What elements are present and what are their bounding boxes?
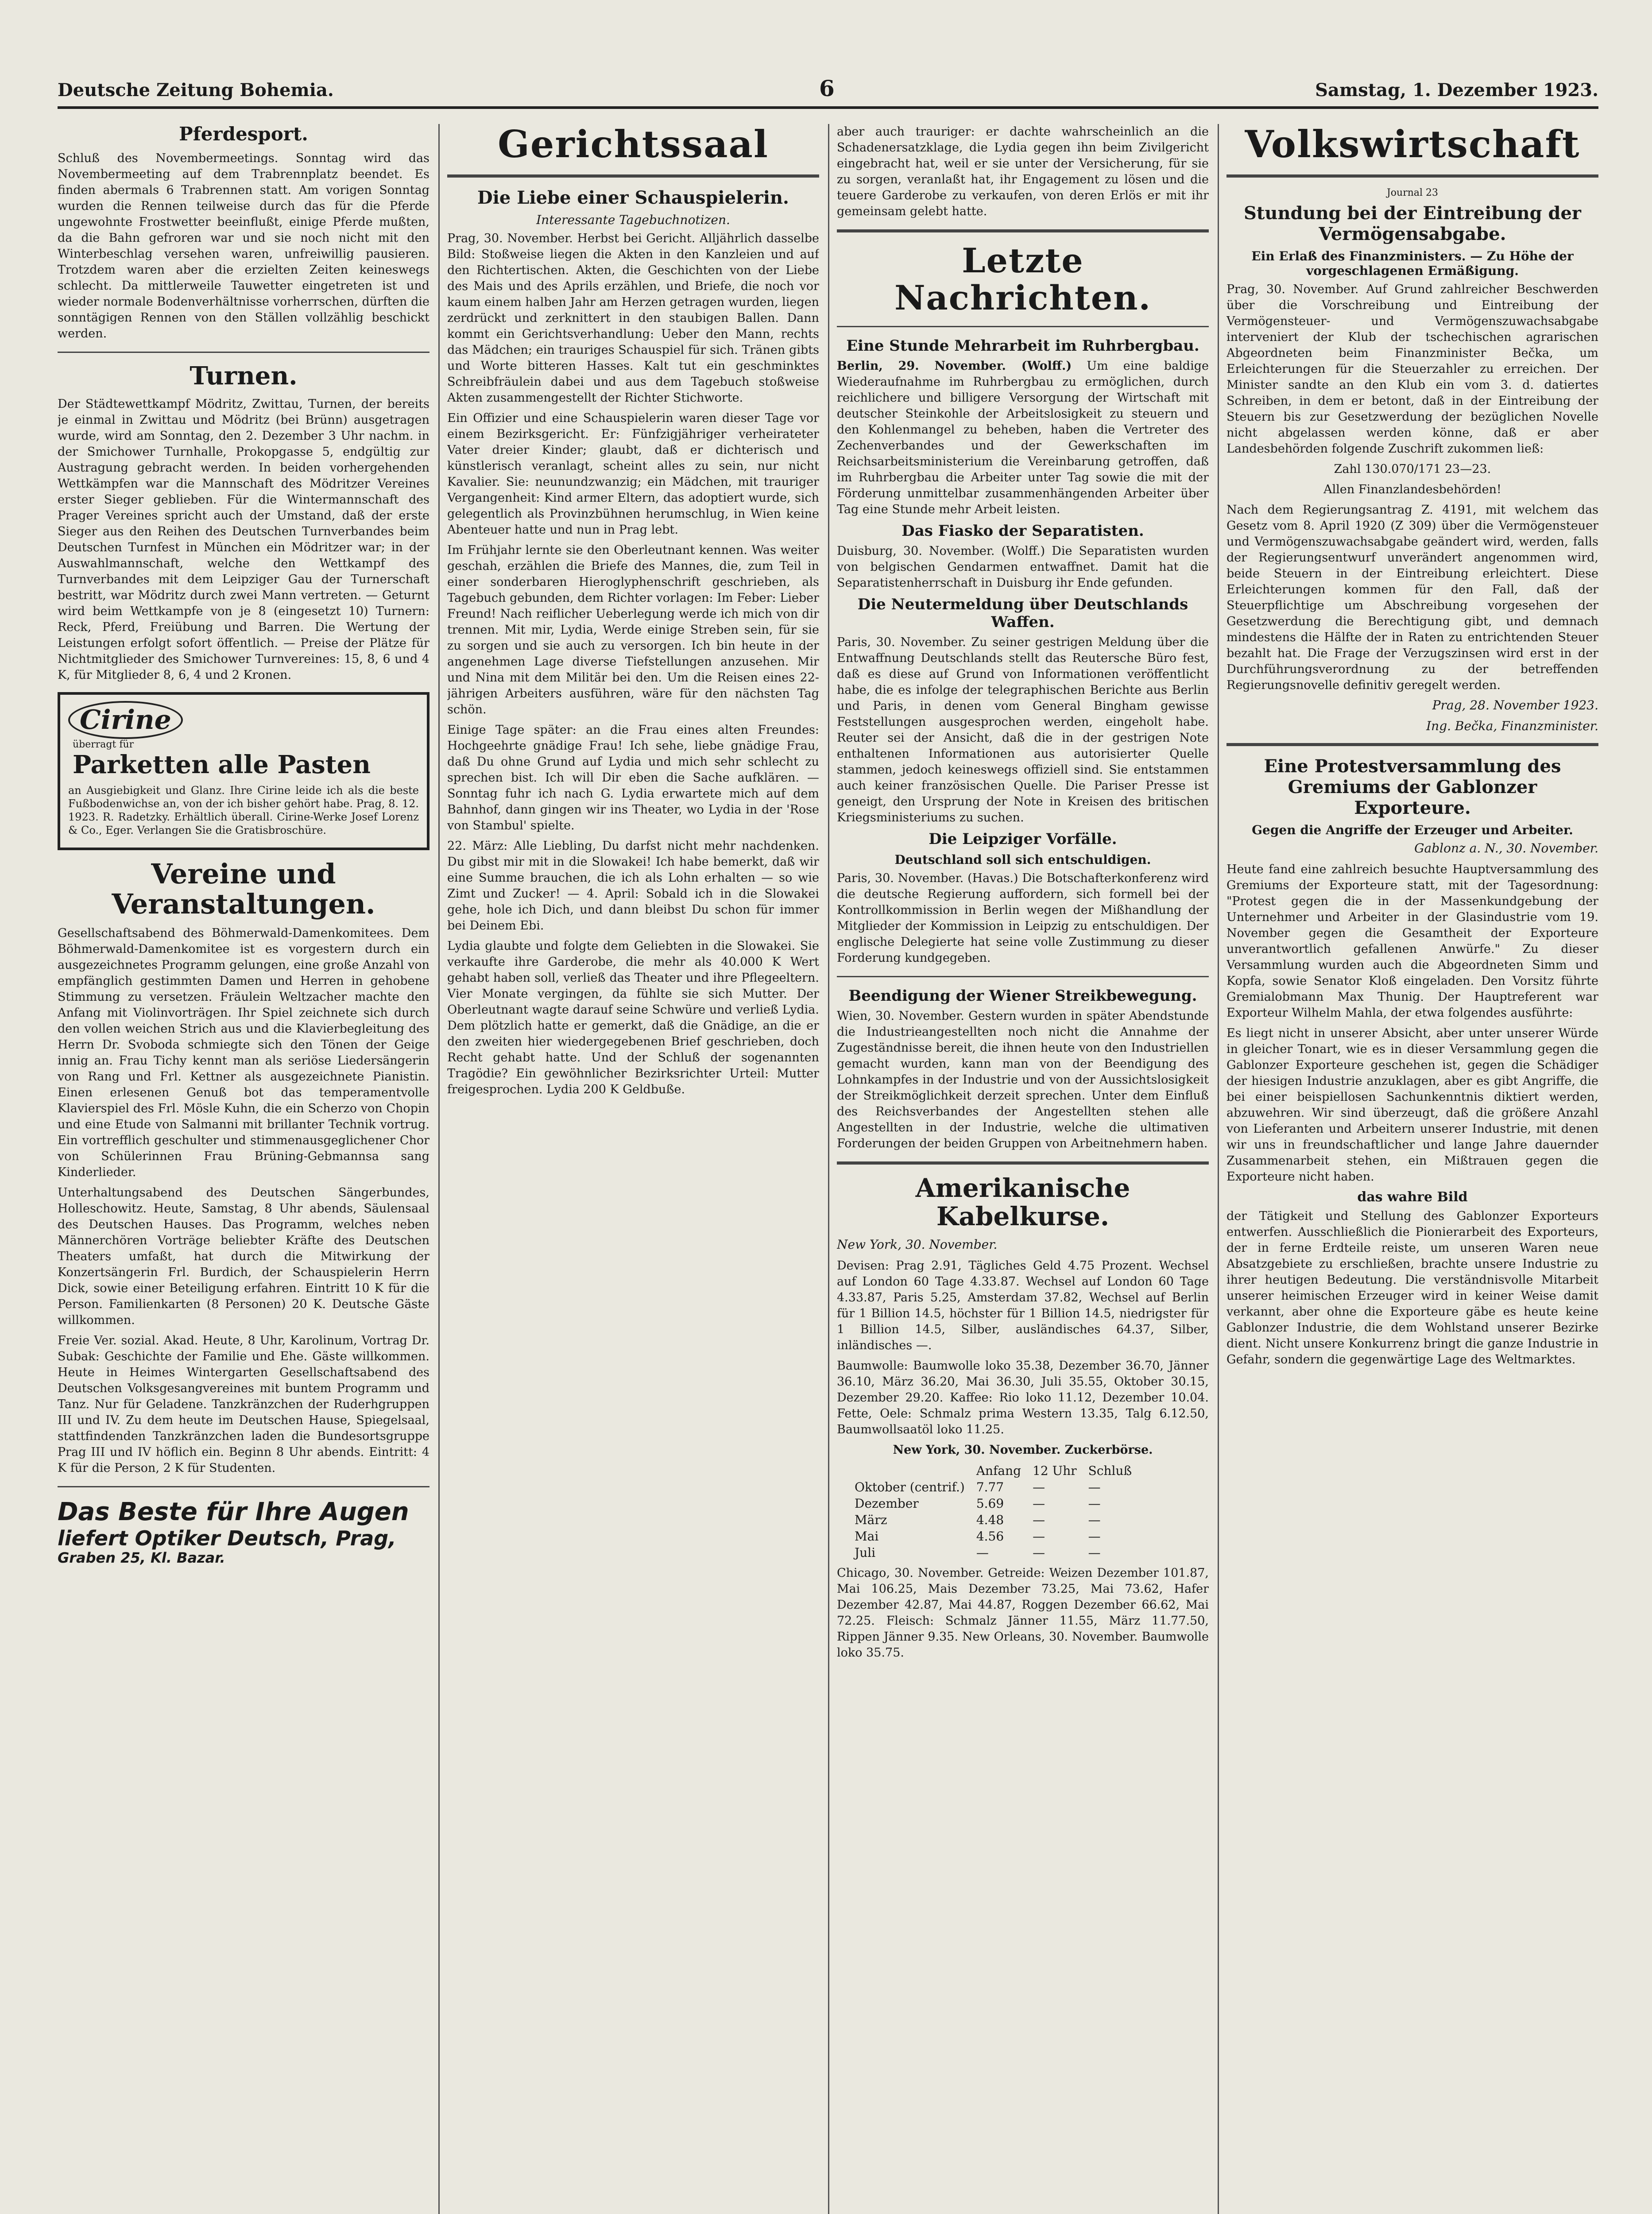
divider	[837, 326, 1209, 327]
table-row: Anfang 12 Uhr Schluß	[976, 1463, 1132, 1478]
kabel-waren: Baumwolle: Baumwolle loko 35.38, Dezember 36.70, Jänner 36.10, März 36.20, Mai 36.30, Juli 35.55, Oktober 30.15, Dezember 29.20. Kaffee: Rio loko 11.12, Dezember 10.04. Fette, Oele: Schmalz prima Western 13.35, Talg 6.12.50, Baumwollsaatöl loko 11.25.	[837, 1359, 1209, 1436]
page-number: 6	[819, 75, 835, 101]
liebe-paragraph-5: 22. März: Alle Liebling, Du darfst nicht mehr nachdenken. Du gibst mir mit in die Slowakei! Ich habe bemerkt, daß wir eine Summe brauchen, die ich als Lohn erhalten — so wie Zimt und Zucker! — 4. April: Sobald ich in die Slowakei gehe, hole ich Dich, und dann bleibst Du schon für immer bei Deinem Ebi.	[447, 839, 819, 933]
protest-dateline: Gablonz a. N., 30. November.	[1414, 841, 1598, 856]
cirine-advertisement	[58, 692, 429, 850]
column-1	[58, 124, 429, 2214]
turnen-article: Der Städtewettkampf Mödritz, Zwittau, Turnen, der bereits je einmal in Zwittau und Mödritz (bei Brünn) ausgetragen wurde, wird am Sonntag, den 2. Dezember 3 Uhr nachm. in der Smichower Turnhalle, Prokopgasse 5, endgültig zur Austragung gebracht werden. In beiden vorhergehenden Wettkämpfen war die Mannschaft des Mödritzer Vereines erster Sieger geblieben. Für die Wintermannschaft des Prager Vereines spricht auch der Umstand, daß der erste Sieger aus den Reihen des Deutschen Turnverbandes beim Deutschen Turnfest in München ein Mödritzer war; in der Auswahlmannschaft, welche den Wettkampf des Turnverbandes mit dem Leipziger Gau der Turnerschaft bestritt, war Mödritz durch zwei Mann vertreten. — Geturnt wird beim Wettkampfe von je 8 (eingesetzt 10) Turnern: Reck, Pferd, Freiübung und Barren. Die Wertung der Leistungen erfolgt sofort öffentlich. — Preise der Plätze für Nichtmitglieder des Smichower Turnvereines: 15, 8, 6 und 4 K, für Mitglieder 8, 6, 4 und 2 Kronen.	[58, 397, 429, 682]
divider	[837, 229, 1209, 232]
protest-paragraph-2: Es liegt nicht in unserer Absicht, aber unter unserer Würde in gleicher Tonart, wie es in dieser Versammlung gegen die Gablonzer Exporteure geschehen ist, gegen die Schädiger der hiesigen Industrie anzuklagen, aber es gibt Angriffe, die bei einer beispiellosen Sachunkenntnis diktiert werden, abzuwehren. Wir sind überzeugt, daß die größere Anzahl von Lieferanten und Arbeitern unserer Industrie, mit denen wir uns in freundschaftlicher und lange Jahre dauernder Zusammenarbeit stehen, ein Mißtrauen gegen die Exporteure nicht haben.	[1226, 1026, 1598, 1184]
fiasko-headline: Das Fiasko der Separatisten.	[901, 522, 1144, 540]
stundung-paragraph-2: Nach dem Regierungsantrag Z. 4191, mit welchem das Gesetz vom 8. April 1920 (Z 309) über die Vermögensteuer und Vermögenszuwachsabgabe geändert wird, werden, falls der Regierungsentwurf unverändert angenommen wird, beide Steuern in der Eintreibung erleichtert. Diese Erleichterungen kommen für den Fall, daß der Steuerpflichtige um Abschreibung vorgesehen der Gesetzwerdung die Berechtigung gibt, und demnach mindestens die Hälfte der in Raten zu entrichtenden Steuer bezahlt hat. Die Frage der Verzugszinsen wird erst in der Durchführungsverordnung zu der betreffenden Regierungsnovelle definitiv geregelt werden.	[1226, 503, 1598, 693]
liebe-paragraph-1: Prag, 30. November. Herbst bei Gericht. Alljährlich dasselbe Bild: Stoßweise liegen die Akten in den Kanzleien und auf den Richtertischen. Akten, die Geschichten von der Liebe des Mais und des Aprils erzählen, und Briefe, die noch vor kaum einem halben Jahr am Herzen getragen wurden, liegen zerdrückt und zerknittert in den staubigen Ballen. Dann kommt ein Gerichtsverhandlung: Ueber den Mann, rechts das Mädchen; ein trauriges Schauspiel für sich. Tränen gibts und Worte bitteren Hasses. Kalt tut ein geschminktes Schreibfräulein dabei und aus dem Tagebuch stoßweise Akten zusammengestellt der Richter Stichworte.	[447, 232, 819, 405]
ad-tagline: überragt für	[73, 739, 134, 750]
column-2	[447, 124, 819, 2214]
leipzig-subheadline: Deutschland soll sich entschuldigen.	[894, 852, 1151, 867]
streik-article: Wien, 30. November. Gestern wurden in später Abendstunde die Industrieangestellten noch nicht die Annahme der Zugeständnisse bereit, die ihnen heute von den Industriellen gemacht wurden, kann man von der Beendigung des Lohnkampfes in der Industrie und von der Aussichtslosigkeit der Streikmöglichkeit derzeit sprechen. Unter dem Einfluß des Reichsverbandes der Angestellten stehen alle Angestellten in der Industrie, welche die ultimativen Forderungen der beiden Gruppen von Arbeitnehmern haben.	[837, 1009, 1209, 1151]
kabel-devisen: Devisen: Prag 2.91, Tägliches Geld 4.75 Prozent. Wechsel auf London 60 Tage 4.33.87. Wechsel auf London 60 Tage 4.33.87, Paris 5.25, Amsterdam 37.82, Wechsel auf Berlin für 1 Billion 14.5, höchster für 1 Billion 14.5, niedrigster für 1 Billion 14.5, Silber, ausländisches 64.37, Silber, inländisches —.	[837, 1258, 1209, 1352]
table-row: März 4.48 — —	[855, 1512, 1101, 1527]
stundung-reference: Zahl 130.070/171 23—23.	[1334, 462, 1491, 476]
turnen-heading: Turnen.	[190, 361, 298, 391]
liebe-paragraph-3: Im Frühjahr lernte sie den Oberleutnant kennen. Was weiter geschah, erzählen die Briefe des Mannes, die, zum Teil in einer sonderbaren Hieroglyphenschrift geschrieben, als Tagebuch gebunden, dem Richter vorlagen: Im Feber: Lieber Freund! Nach reiflicher Ueberlegung werde ich mich von dir trennen. Mit mir, Lydia, Werde einige Streben sein, für sie zu sorgen und sie auch zu versorgen. Ich bin heute in der angenehmen Lage diverse Tiefstellungen anzusehen. Mir und Nina mit dem Militär bei den. Um die Reisen eines 22-jährigen Arbeiters ausführen, wäre für den nächsten Tag schön.	[447, 543, 819, 717]
protest-subheadline: Gegen die Angriffe der Erzeuger und Arbeiter.	[1252, 823, 1573, 838]
optiker-address: Graben 25, Kl. Bazar.	[58, 1549, 225, 1567]
zucker-table	[855, 1463, 1143, 1561]
vereine-article-2: Unterhaltungsabend des Deutschen Sängerbundes, Holleschowitz. Heute, Samstag, 8 Uhr abends, Säulensaal des Deutschen Hauses. Das Programm, welches neben Männerchören Vorträge beliebter Kräfte des Deutschen Theaters umfaßt, hat durch die Mitwirkung der Konzertsängerin Frl. Burdich, der Schauspielerin Herrn Dick, sowie einer Beteiligung erfahren. Eintritt 10 K für die Person. Familienkarten (8 Personen) 20 K. Deutsche Gäste willkommen.	[58, 1186, 429, 1328]
optiker-headline: Das Beste für Ihre Augen	[58, 1498, 409, 1527]
protest-paragraph-3: der Tätigkeit und Stellung des Gablonzer Exporteurs entwerfen. Ausschließlich die Pionierarbeit des Exporteurs, der in ferne Erdteile reiste, um unseren Waren neue Absatzgebiete zu erschließen, brachte unsere Industrie zu ihrer heutigen Bedeutung. Die verständnisvolle Mitarbeit unserer heimischen Erzeuger wird in keiner Weise damit verkannt, aber ohne die Exporteure gäbe es heute keine Gablonzer Industrie, die dem Wohlstand unserer Bezirke dient. Nicht unsere Konkurrenz bringt die ganze Industrie in Gefahr, sondern die gegenwärtige Lage des Weltmarktes.	[1226, 1209, 1598, 1367]
letzte-nachrichten-heading: Letzte Nachrichten.	[894, 241, 1151, 317]
masthead	[58, 66, 1598, 109]
table-row: Mai 4.56 — —	[855, 1529, 1101, 1544]
journal-number: Journal 23	[1386, 187, 1439, 199]
pferdesport-heading: Pferdesport.	[179, 124, 308, 145]
column-4	[1226, 124, 1598, 2214]
leipzig-headline: Die Leipziger Vorfälle.	[929, 830, 1117, 848]
liebe-paragraph-4: Einige Tage später: an die Frau eines alten Freundes: Hochgeehrte gnädige Frau! Ich sehe, liebe gnädige Frau, daß Du ohne Grund auf Lydia und mich sehr schlecht zu sprechen bist. Ich will Dir eben die Sache aufklären. — Sonntag fuhr ich nach G. Lydia erwartete mich auf dem Bahnhof, dann gingen wir ins Theater, wo Lydia in der 'Rose von Stambul' spielte.	[447, 723, 819, 833]
column-rule	[828, 124, 829, 2214]
protest-headline: Eine Protestversammlung des Gremiums der Gablonzer Exporteure.	[1264, 756, 1561, 819]
newspaper-name: Deutsche Zeitung Bohemia.	[58, 80, 334, 101]
liebe-headline: Die Liebe einer Schauspielerin.	[477, 187, 789, 209]
protest-subheading: das wahre Bild	[1357, 1189, 1468, 1205]
divider	[837, 976, 1209, 977]
column-rule	[438, 124, 440, 2214]
streik-headline: Beendigung der Wiener Streikbewegung.	[848, 987, 1197, 1005]
kabel-heading: Amerikanische Kabelkurse.	[915, 1173, 1130, 1231]
pferdesport-article: Schluß des Novembermeetings. Sonntag wird das Novembermeeting auf dem Trabrennplatz beendet. Es finden abermals 6 Trabrennen statt. Am vorigen Sonntag wurden die Rennen teilweise durch das für die Pferde ungewohnte Frostwetter beeinflußt, einige Pferde mußten, da die Bahn gefroren war und sie noch nicht mit den Winterbeschlag versehen waren, unfreiwillig pausieren. Trotzdem waren aber die erzielten Zeiten keineswegs schlecht. Da mittlerweile Tauwetter eingetreten ist und wieder normale Bodenverhältnisse vorherrschen, dürften die sonntägigen Rennen von den Ställen vollzählig beschickt werden.	[58, 151, 429, 341]
liebe-subheadline: Interessante Tagebuchnotizen.	[536, 213, 730, 228]
fiasko-article: Duisburg, 30. November. (Wolff.) Die Separatisten wurden von belgischen Gendarmen entwaffnet. Damit hat die Separatistenherrschaft in Duisburg ihr Ende gefunden.	[837, 544, 1209, 590]
ruhr-article: Um eine baldige Wiederaufnahme im Ruhrbergbau zu ermöglichen, durch reichlichere und billigere Versorgung der Wirtschaft mit deutscher Steinkohle der Arbeitslosigkeit zu steuern und den Kohlenmangel zu beheben, haben die Vertreter des Zechenverbandes und der Gewerkschaften im Reichsarbeitsministerium die Vereinbarung getroffen, daß im Ruhrbergbau die Arbeiter unter Tag sowie die mit der Förderung unmittelbar zusammenhängenden Arbeiter über Tag eine Stunde mehr Arbeit leisten.	[837, 359, 1209, 517]
chicago-market: Chicago, 30. November. Getreide: Weizen Dezember 101.87, Mai 106.25, Mais Dezember 73.25, Mai 73.62, Hafer Dezember 42.87, Mai 44.87, Roggen Dezember 66.62, Mai 72.25. Fleisch: Schmalz Jänner 11.55, März 11.77.50, Rippen Jänner 9.35. New Orleans, 30. November. Baumwolle loko 35.75.	[837, 1566, 1209, 1660]
kabel-dateline: New York, 30. November.	[837, 1237, 998, 1252]
newspaper-page	[58, 66, 1598, 2214]
ruhr-headline: Eine Stunde Mehrarbeit im Ruhrbergbau.	[846, 337, 1199, 355]
liebe-paragraph-6: Lydia glaubte und folgte dem Geliebten in die Slowakei. Sie verkaufte ihre Garderobe, die mehr als 40.000 K Wert gehabt haben soll, verließ das Theater und ihre Pflegeeltern. Vier Monate vergingen, da fühlte sie sich Mutter. Der Oberleutnant wagte darauf seine Schwüre und verließ Lydia. Dem plötzlich hatte er gemerkt, daß die Gnädige, an die er den zweiten hier wiedergegebenen Brief geschrieben, doch Recht gehabt hatte. Und der Schluß der sogenannten Tragödie? Ein gewöhnlicher Bezirksrichter Urteil: Mutter freigesprochen. Lydia 200 K Geldbuße.	[447, 939, 819, 1097]
cirine-logo: Cirine	[68, 701, 183, 739]
ruhr-dateline: Berlin, 29. November. (Wolff.)	[837, 359, 1072, 373]
optiker-name: liefert Optiker Deutsch, Prag,	[58, 1526, 396, 1550]
volkswirtschaft-heading: Volkswirtschaft	[1245, 124, 1580, 166]
divider	[58, 352, 429, 353]
ad-headline: Parketten alle Pasten	[73, 750, 371, 779]
divider	[837, 1161, 1209, 1165]
divider	[1226, 743, 1598, 746]
liebe-continuation: aber auch trauriger: er dachte wahrscheinlich an die Schadenersatzklage, die Lydia gegen ihn beim Zivilgericht eingebracht hat, weil er sie unter der Versicherung, für sie zu sorgen, veranlaßt hat, ihr Engagement zu lösen und die teuere Garderobe zu verkaufen, von deren Erlös er mit ihr gemeinsam gelebt hatte.	[837, 125, 1209, 218]
vereine-heading: Vereine und Veranstaltungen.	[112, 857, 375, 920]
stundung-signature: Ing. Bečka, Finanzminister.	[1426, 719, 1598, 734]
neutral-article: Paris, 30. November. Zu seiner gestrigen Meldung über die Entwaffnung Deutschlands stellt das Reutersche Büro fest, daß es diese auf Grund von Informationen veröffentlicht habe, die es infolge der telegraphischen Berichte aus Berlin und Paris, in denen vom General Bingham gewisse Feststellungen ausgesprochen werden, eingeholt habe. Reuter sei der Ansicht, daß die in der gestrigen Note enthaltenen Informationen aus autorisierter Quelle stammen, jedoch keineswegs offiziell sind. Sie entstammen auch keiner französischen Quelle. Die Pariser Presse ist geneigt, den Ursprung der Note in Kreisen des britischen Kriegsministeriums zu suchen.	[837, 635, 1209, 825]
stundung-addressee: Allen Finanzlandesbehörden!	[1323, 483, 1501, 497]
leipzig-article: Paris, 30. November. (Havas.) Die Botschafterkonferenz wird die deutsche Regierung auffordern, sich formell bei der Kontrollkommission in Berlin wegen der Mißhandlung der Mitglieder der Kommission in Leipzig zu entschuldigen. Der englische Delegierte hat seine volle Zustimmung zu dieser Forderung kundgegeben.	[837, 871, 1209, 965]
divider	[58, 1486, 429, 1487]
vereine-article-3: Freie Ver. sozial. Akad. Heute, 8 Uhr, Karolinum, Vortrag Dr. Subak: Geschichte der Familie und Ehe. Gäste willkommen. Heute in Heimes Wintergarten Gesellschaftsabend des Deutschen Volksgesangvereines mit buntem Programm und Tanz. Nur für Geladene. Tanzkränzchen der Ruderhgruppen III und IV. Zu dem heute im Deutschen Hause, Spiegelsaal, stattfindenden Tanzkränzchen laden die Bundesortsgruppe Prag III und IV höflich ein. Beginn 8 Uhr abends. Eintritt: 4 K für die Person, 2 K für Studenten.	[58, 1334, 429, 1475]
stundung-paragraph-1: Prag, 30. November. Auf Grund zahlreicher Beschwerden über die Vorschreibung und Eintreibung der Vermögensteuer- und Vermögenszuwachsabgabe interveniert der Klub der tschechischen agrarischen Abgeordneten beim Finanzminister Bečka, um Erleichterungen für die Steuerzahler zu erreichen. Der Minister sandte an den Klub ein vom 3. d. datiertes Schreiben, in dem er betont, daß in der Eintreibung der Steuern bis zur Gesetzwerdung der bezüglichen Novelle nicht abgelassen werden könne, daß er aber Landesbehörden folgende Zuschrift zukommen ließ:	[1226, 283, 1598, 456]
divider	[1226, 174, 1598, 178]
liebe-paragraph-2: Ein Offizier und eine Schauspielerin waren dieser Tage vor einem Bezirksgericht. Er: Fünfzigjähriger verheirateter Vater dreier Kinder; glaubt, daß er dichterisch und künstlerisch veranlagt, scheint alles zu sein, nur nicht Kavalier. Sie: neunundzwanzig; ein Mädchen, mit trauriger Vergangenheit: Kind armer Eltern, das adoptiert wurde, sich gelegentlich als Provinzbühnen herumschlug, in Wien keine Abenteuer hatte und nun in Prag lebt.	[447, 411, 819, 537]
table-row: Oktober (centrif.) 7.77 — —	[855, 1479, 1101, 1494]
column-3	[837, 124, 1209, 2214]
divider	[447, 174, 819, 178]
vereine-article-1: Gesellschaftsabend des Böhmerwald-Damenkomitees. Dem Böhmerwald-Damenkomitee ist es vorgestern durch ein ausgezeichnetes Programm gelungen, eine große Anzahl von empfänglich gestimmten Damen und Herren in gehobene Stimmung zu versetzen. Fräulein Weltzacher machte den Anfang mit Violinvorträgen. Ihr Spiel zeichnete sich durch den vollen weichen Strich aus und die Klavierbegleitung des Herrn Dr. Svoboda schmiegte sich den Tönen der Geige innig an. Frau Tichy kennt man als seriöse Liedersängerin von Rang und Frl. Kettner als ausgezeichnete Pianistin. Einen erlesenen Genuß bot das temperamentvolle Klavierspiel des Frl. Mösle Kuhn, die ein Scherzo von Chopin und eine Etude von Salmanni mit brillanter Technik vortrug. Ein vortrefflich geschulter und stimmenausgeglichener Chor von Schülerinnen Frau Brüning-Gebmannsa sang Kinderlieder.	[58, 926, 429, 1180]
neutral-headline: Die Neutermeldung über Deutschlands Waffen.	[857, 596, 1188, 631]
issue-date: Samstag, 1. Dezember 1923.	[1315, 80, 1598, 101]
zucker-heading: New York, 30. November. Zuckerbörse.	[893, 1443, 1153, 1457]
stundung-subheadline: Ein Erlaß des Finanzministers. — Zu Höhe der vorgeschlagenen Ermäßigung.	[1251, 249, 1574, 279]
table-row: Dezember 5.69 — —	[855, 1496, 1101, 1511]
optiker-advertisement	[58, 1498, 429, 1566]
stundung-headline: Stundung bei der Eintreibung der Vermögensabgabe.	[1244, 203, 1581, 245]
column-rule	[1218, 124, 1219, 2214]
stundung-place-date: Prag, 28. November 1923.	[1432, 698, 1598, 713]
table-row: Juli — — —	[855, 1545, 1101, 1560]
gerichtssaal-heading: Gerichtssaal	[498, 124, 769, 166]
protest-paragraph-1: Heute fand eine zahlreich besuchte Hauptversammlung des Gremiums der Exporteure statt, mit der Tagesordnung: "Protest gegen die in der Massenkundgebung der Unternehmer und Arbeiter in der Glasindustrie vom 19. November gegen die Gesamtheit der Exporteure unverantwortlich gefallenen Anwürfe." Zu dieser Versammlung wurden auch die Abgeordneten Simm und Kopfa, sowie Senator Kloß eingeladen. Den Vorsitz führte Gremialobmann Max Thunig. Der Hauptreferent war Exporteur Wilhelm Mahla, der etwa folgendes ausführte:	[1226, 863, 1598, 1020]
ad-text: an Ausgiebigkeit und Glanz. Ihre Cirine leide ich als die beste Fußbodenwichse an, von der ich bisher gehört habe. Prag, 8. 12. 1923. R. Radetzky. Erhältlich überall. Cirine-Werke Josef Lorenz & Co., Eger. Verlangen Sie die Gratisbroschüre.	[68, 784, 419, 836]
